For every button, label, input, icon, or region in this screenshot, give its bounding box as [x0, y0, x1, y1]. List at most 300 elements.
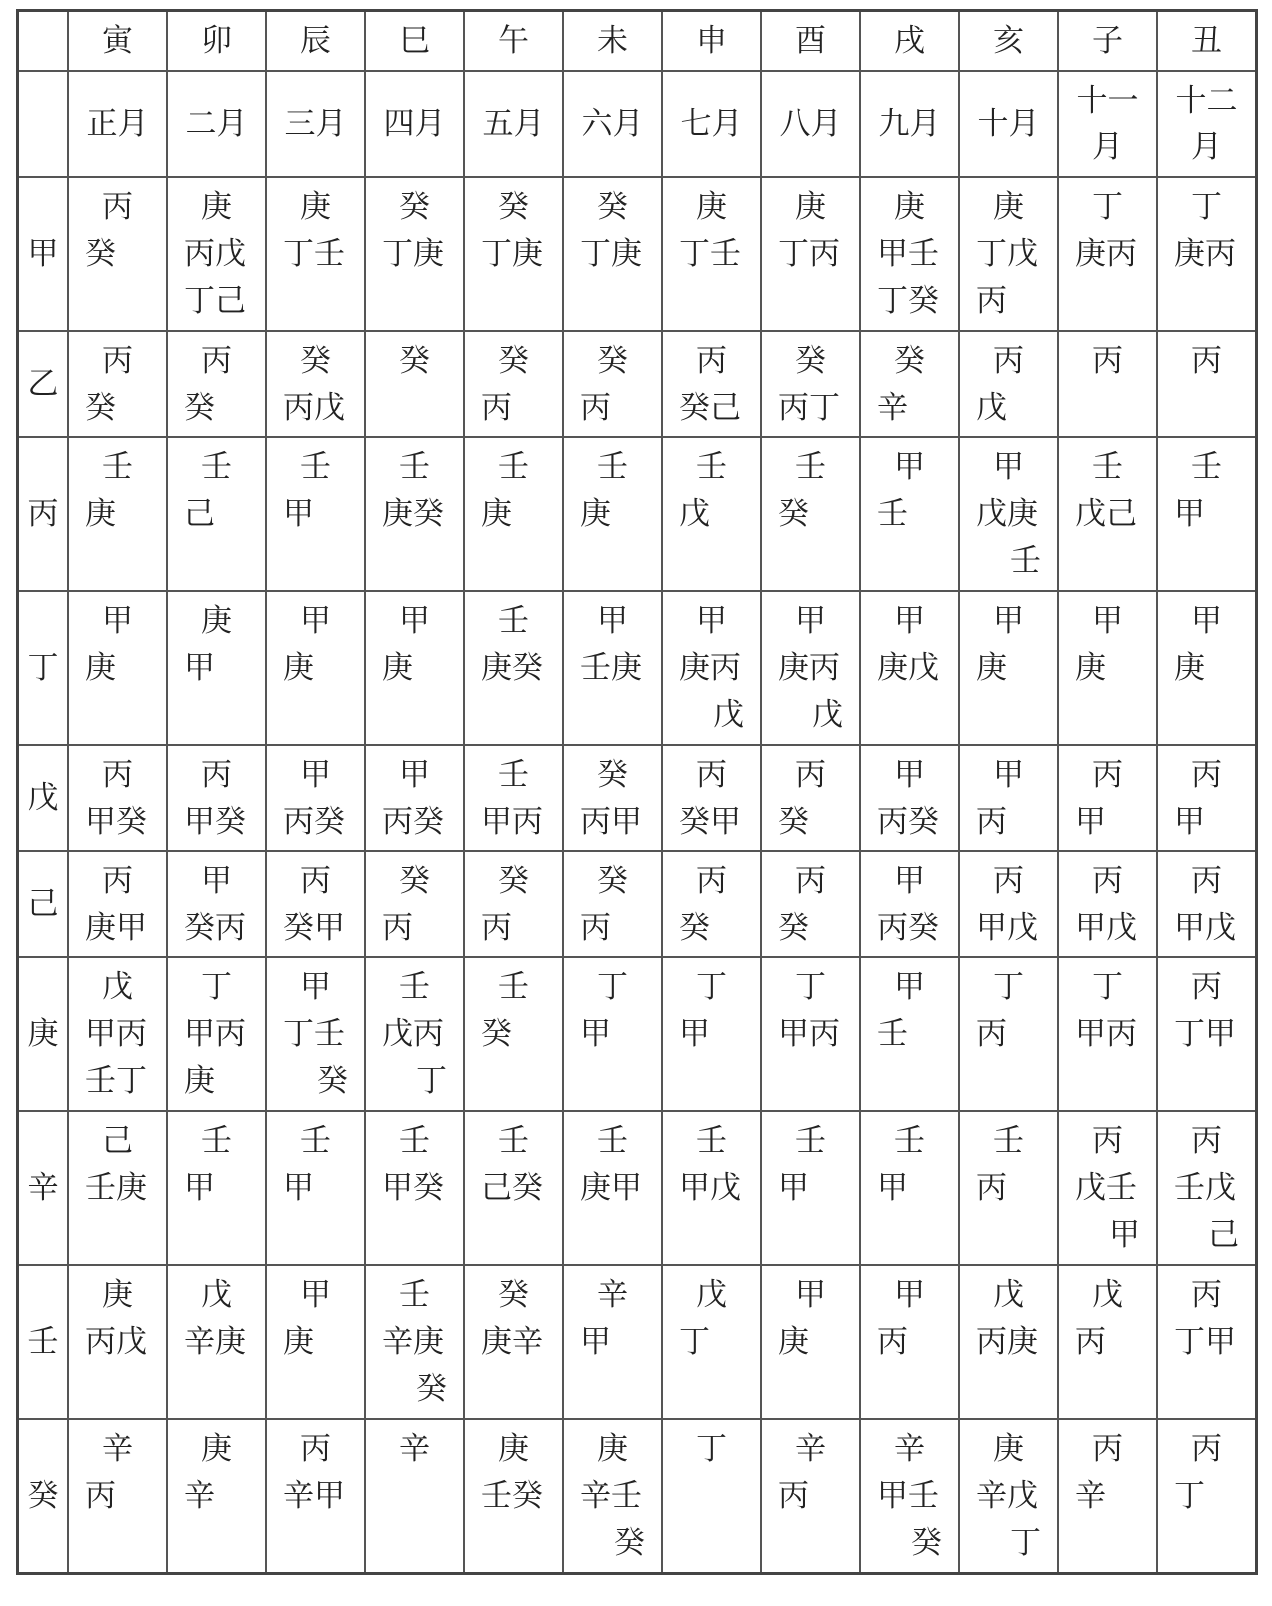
cell-line: 辛 [877, 390, 908, 426]
month-header [959, 71, 1058, 177]
month-label: 十月 [977, 106, 1040, 142]
cell-line: 壬 [498, 449, 529, 485]
month-header [761, 71, 860, 177]
table-cell [266, 745, 365, 851]
table-cell [860, 1265, 959, 1419]
cell-line: 庚 [382, 650, 413, 686]
month-label: 六月 [581, 106, 644, 142]
cell-line: 甲 [993, 449, 1024, 485]
stem-month-table [16, 9, 1258, 1575]
cell-line: 甲 [993, 603, 1024, 639]
cell-line: 庚癸 [481, 650, 543, 686]
month-label: 二月 [185, 106, 248, 142]
cell-line: 甲 [184, 650, 215, 686]
branch-header: 午 [464, 11, 563, 72]
table-cell [761, 331, 860, 437]
cell-line: 甲 [894, 863, 925, 899]
cell-line: 辛 [399, 1431, 430, 1467]
cell-line: 庚 [894, 189, 925, 225]
cell-line: 丙 [993, 863, 1024, 899]
cell-line: 癸 [85, 236, 116, 272]
table-cell [860, 331, 959, 437]
cell-line: 壬 [993, 1123, 1024, 1159]
branch-header: 戌 [860, 11, 959, 72]
cell-line: 庚 [778, 1324, 809, 1360]
table-cell [959, 851, 1058, 957]
cell-line: 丁 [696, 1431, 727, 1467]
table-cell [860, 851, 959, 957]
cell-line: 丙 [877, 1324, 908, 1360]
table-cell [365, 331, 464, 437]
branch-header: 子 [1058, 11, 1157, 72]
cell-line: 庚 [976, 650, 1007, 686]
cell-line: 癸 [911, 1525, 942, 1561]
cell-line: 壬 [399, 1123, 430, 1159]
cell-line: 壬 [201, 449, 232, 485]
cell-line: 辛庚 [184, 1324, 246, 1360]
table-cell [266, 437, 365, 591]
cell-line: 甲 [877, 1170, 908, 1206]
stem-row [18, 177, 1257, 331]
table-cell [365, 851, 464, 957]
cell-line: 庚 [580, 496, 611, 532]
cell-line: 壬 [795, 1123, 826, 1159]
cell-line: 壬 [498, 969, 529, 1005]
cell-line: 甲 [399, 757, 430, 793]
table-cell [464, 591, 563, 745]
table-cell [563, 1419, 662, 1574]
table-cell [1058, 1111, 1157, 1265]
cell-line: 甲癸 [382, 1170, 444, 1206]
cell-line: 丙戊 [184, 236, 246, 272]
table-cell [464, 1419, 563, 1574]
cell-line: 戊 [679, 496, 710, 532]
cell-line: 戊 [102, 969, 133, 1005]
table-cell [68, 177, 167, 331]
cell-line: 甲 [993, 757, 1024, 793]
cell-line: 庚癸 [382, 496, 444, 532]
table-cell [167, 1419, 266, 1574]
table-cell [662, 591, 761, 745]
table-cell [365, 437, 464, 591]
month-header [662, 71, 761, 177]
cell-line: 癸己 [679, 390, 741, 426]
corner-cell [18, 11, 69, 72]
cell-line: 癸 [894, 343, 925, 379]
stem-label: 庚 [18, 957, 69, 1111]
table-cell [68, 1419, 167, 1574]
cell-line: 壬 [1191, 449, 1222, 485]
table-cell [68, 1265, 167, 1419]
table-cell [68, 591, 167, 745]
cell-line: 壬 [399, 449, 430, 485]
branch-header: 亥 [959, 11, 1058, 72]
cell-line: 庚丙 [679, 650, 741, 686]
table-cell [563, 957, 662, 1111]
cell-line: 戊 [812, 697, 843, 733]
cell-line: 庚 [993, 1431, 1024, 1467]
cell-line: 甲 [1174, 804, 1205, 840]
cell-line: 癸 [416, 1371, 447, 1407]
stem-row [18, 745, 1257, 851]
stem-label: 癸 [18, 1419, 69, 1574]
cell-line: 壬 [399, 1277, 430, 1313]
cell-line: 壬庚 [580, 650, 642, 686]
cell-line: 丙 [580, 910, 611, 946]
table-cell [365, 745, 464, 851]
cell-line: 戊 [713, 697, 744, 733]
month-label: 十一月 [1076, 83, 1139, 165]
cell-line: 甲 [778, 1170, 809, 1206]
cell-line: 庚 [993, 189, 1024, 225]
table-cell [662, 1265, 761, 1419]
table-cell [167, 177, 266, 331]
cell-line: 甲壬 [877, 1478, 939, 1514]
table-cell [860, 745, 959, 851]
cell-line: 甲 [1075, 804, 1106, 840]
cell-line: 庚 [300, 189, 331, 225]
cell-line: 壬 [300, 1123, 331, 1159]
cell-line: 庚戊 [877, 650, 939, 686]
cell-line: 辛 [1075, 1478, 1106, 1514]
cell-line: 庚 [85, 496, 116, 532]
table-cell [167, 591, 266, 745]
cell-line: 丙庚 [976, 1324, 1038, 1360]
cell-line: 辛 [795, 1431, 826, 1467]
cell-line: 丙 [976, 1016, 1007, 1052]
table-cell [1157, 591, 1257, 745]
table-cell [563, 745, 662, 851]
cell-line: 丙 [1092, 1431, 1123, 1467]
cell-line: 壬 [498, 757, 529, 793]
cell-line: 戊 [1092, 1277, 1123, 1313]
cell-line: 癸 [498, 189, 529, 225]
cell-line: 壬 [1092, 449, 1123, 485]
cell-line: 癸 [778, 496, 809, 532]
cell-line: 庚 [283, 1324, 314, 1360]
table-cell [662, 177, 761, 331]
cell-line: 甲 [300, 1277, 331, 1313]
month-header [563, 71, 662, 177]
table-cell [959, 437, 1058, 591]
cell-line: 癸 [399, 343, 430, 379]
cell-line: 甲壬 [877, 236, 939, 272]
cell-line: 甲 [795, 1277, 826, 1313]
table-cell [68, 745, 167, 851]
cell-line: 丁壬 [283, 1016, 345, 1052]
cell-line: 甲 [795, 603, 826, 639]
cell-line: 甲 [894, 969, 925, 1005]
table-cell [167, 851, 266, 957]
cell-line: 丙丁 [778, 390, 840, 426]
cell-line: 戊 [976, 390, 1007, 426]
cell-line: 壬庚 [85, 1170, 147, 1206]
table-cell [1157, 331, 1257, 437]
cell-line: 丙 [1092, 863, 1123, 899]
cell-line: 壬 [597, 1123, 628, 1159]
cell-line: 丁 [416, 1063, 447, 1099]
cell-line: 丙 [778, 1478, 809, 1514]
table-cell [365, 1265, 464, 1419]
cell-line: 庚丙 [778, 650, 840, 686]
cell-line: 甲 [1109, 1217, 1140, 1253]
cell-line: 丁 [1174, 1478, 1205, 1514]
table-cell [1157, 437, 1257, 591]
month-label: 三月 [284, 106, 347, 142]
cell-line: 丙 [481, 910, 512, 946]
cell-line: 甲丙 [778, 1016, 840, 1052]
stem-label: 丙 [18, 437, 69, 591]
table-cell [464, 331, 563, 437]
cell-line: 甲 [399, 603, 430, 639]
month-header [365, 71, 464, 177]
cell-line: 癸 [85, 390, 116, 426]
branch-header-row [18, 11, 1257, 72]
cell-line: 癸 [498, 343, 529, 379]
cell-line: 甲 [1191, 603, 1222, 639]
cell-line: 壬戊 [1174, 1170, 1236, 1206]
table-cell [464, 437, 563, 591]
cell-line: 癸 [778, 804, 809, 840]
branch-header: 丑 [1157, 11, 1257, 72]
branch-header: 申 [662, 11, 761, 72]
table-cell [563, 591, 662, 745]
cell-line: 丙 [696, 863, 727, 899]
stem-row [18, 1419, 1257, 1574]
cell-line: 庚甲 [580, 1170, 642, 1206]
cell-line: 戊庚 [976, 496, 1038, 532]
cell-line: 丙 [201, 343, 232, 379]
branch-header: 酉 [761, 11, 860, 72]
cell-line: 丙 [102, 189, 133, 225]
table-cell [761, 437, 860, 591]
table-cell [662, 1111, 761, 1265]
branch-header: 寅 [68, 11, 167, 72]
table-cell [563, 1265, 662, 1419]
month-header [68, 71, 167, 177]
stem-row [18, 1111, 1257, 1265]
table-cell [167, 745, 266, 851]
cell-line: 丁癸 [877, 283, 939, 319]
month-header-row [18, 71, 1257, 177]
cell-line: 甲 [184, 1170, 215, 1206]
cell-line: 庚 [597, 1431, 628, 1467]
cell-line: 癸 [778, 910, 809, 946]
cell-line: 丙癸 [382, 804, 444, 840]
cell-line: 壬丁 [85, 1063, 147, 1099]
cell-line: 丁甲 [1174, 1324, 1236, 1360]
table-cell [761, 957, 860, 1111]
table-cell [365, 1419, 464, 1574]
cell-line: 壬 [877, 496, 908, 532]
table-cell [365, 957, 464, 1111]
cell-line: 壬 [877, 1016, 908, 1052]
cell-line: 庚 [201, 603, 232, 639]
table-cell [167, 331, 266, 437]
month-header [860, 71, 959, 177]
table-cell [1157, 1419, 1257, 1574]
month-label: 正月 [86, 106, 149, 142]
cell-line: 辛戊 [976, 1478, 1038, 1514]
table-cell [662, 957, 761, 1111]
cell-line: 壬 [201, 1123, 232, 1159]
table-cell [266, 1265, 365, 1419]
table-cell [464, 957, 563, 1111]
branch-header: 卯 [167, 11, 266, 72]
cell-line: 己 [1208, 1217, 1239, 1253]
cell-line: 甲 [201, 863, 232, 899]
table-cell [167, 957, 266, 1111]
cell-line: 戊己 [1075, 496, 1137, 532]
cell-line: 丙 [382, 910, 413, 946]
cell-line: 丙 [1191, 757, 1222, 793]
stem-label: 辛 [18, 1111, 69, 1265]
table-cell [1157, 177, 1257, 331]
table-cell [1058, 745, 1157, 851]
table-cell [266, 591, 365, 745]
cell-line: 丙 [1092, 1123, 1123, 1159]
table-cell [464, 177, 563, 331]
cell-line: 甲 [894, 603, 925, 639]
table-cell [1058, 1419, 1157, 1574]
cell-line: 甲丙 [1075, 1016, 1137, 1052]
cell-line: 丙 [1075, 1324, 1106, 1360]
cell-line: 庚甲 [85, 910, 147, 946]
table-cell [662, 1419, 761, 1574]
cell-line: 庚 [696, 189, 727, 225]
table-cell [959, 331, 1058, 437]
cell-line: 甲 [300, 603, 331, 639]
table-cell [662, 745, 761, 851]
month-header [167, 71, 266, 177]
cell-line: 癸甲 [679, 804, 741, 840]
cell-line: 庚 [1075, 650, 1106, 686]
cell-line: 甲 [597, 603, 628, 639]
cell-line: 丙 [696, 343, 727, 379]
cell-line: 丁甲 [1174, 1016, 1236, 1052]
cell-line: 癸 [184, 390, 215, 426]
cell-line: 癸 [795, 343, 826, 379]
table-cell [860, 177, 959, 331]
cell-line: 辛 [102, 1431, 133, 1467]
table-cell [761, 1419, 860, 1574]
table-cell [1157, 957, 1257, 1111]
table-cell [464, 1265, 563, 1419]
cell-line: 己 [184, 496, 215, 532]
cell-line: 甲戊 [1075, 910, 1137, 946]
cell-line: 甲 [894, 757, 925, 793]
cell-line: 丁 [679, 1324, 710, 1360]
stem-label: 戊 [18, 745, 69, 851]
cell-line: 丙 [696, 757, 727, 793]
table-cell [266, 331, 365, 437]
month-header [1058, 71, 1157, 177]
cell-line: 癸 [399, 189, 430, 225]
table-cell [365, 1111, 464, 1265]
cell-line: 癸 [597, 189, 628, 225]
table-cell [761, 177, 860, 331]
cell-line: 丙 [795, 757, 826, 793]
table-cell [365, 177, 464, 331]
branch-header: 巳 [365, 11, 464, 72]
cell-line: 丙 [102, 863, 133, 899]
table-cell [1058, 177, 1157, 331]
cell-line: 辛甲 [283, 1478, 345, 1514]
branch-header: 辰 [266, 11, 365, 72]
table-cell [959, 177, 1058, 331]
table-cell [959, 957, 1058, 1111]
table-cell [1058, 1265, 1157, 1419]
table-cell [1058, 331, 1157, 437]
cell-line: 丙甲 [580, 804, 642, 840]
table-cell [266, 1419, 365, 1574]
cell-line: 丙 [1191, 1123, 1222, 1159]
cell-line: 庚辛 [481, 1324, 543, 1360]
table-cell [1058, 437, 1157, 591]
cell-line: 庚 [85, 650, 116, 686]
cell-line: 辛 [894, 1431, 925, 1467]
table-cell [266, 957, 365, 1111]
cell-line: 甲 [283, 1170, 314, 1206]
cell-line: 庚 [201, 189, 232, 225]
table-cell [1157, 1111, 1257, 1265]
cell-line: 癸 [317, 1063, 348, 1099]
cell-line: 癸丙 [184, 910, 246, 946]
month-header [464, 71, 563, 177]
table-cell [662, 437, 761, 591]
cell-line: 庚 [102, 1277, 133, 1313]
cell-line: 甲 [679, 1016, 710, 1052]
cell-line: 甲丙 [85, 1016, 147, 1052]
cell-line: 丙 [1191, 863, 1222, 899]
table-cell [167, 1265, 266, 1419]
stem-label: 壬 [18, 1265, 69, 1419]
cell-line: 丙 [102, 757, 133, 793]
cell-line: 丙 [1092, 757, 1123, 793]
cell-line: 丁 [993, 969, 1024, 1005]
cell-line: 甲癸 [184, 804, 246, 840]
cell-line: 丙 [300, 863, 331, 899]
cell-line: 丙 [481, 390, 512, 426]
table-cell [563, 331, 662, 437]
cell-line: 甲 [894, 449, 925, 485]
cell-line: 丙 [795, 863, 826, 899]
table-cell [167, 437, 266, 591]
cell-line: 丙 [976, 804, 1007, 840]
cell-line: 丙 [976, 283, 1007, 319]
table-cell [167, 1111, 266, 1265]
cell-line: 丁庚 [481, 236, 543, 272]
cell-line: 甲癸 [85, 804, 147, 840]
cell-line: 辛庚 [382, 1324, 444, 1360]
stem-row [18, 591, 1257, 745]
cell-line: 壬 [498, 603, 529, 639]
cell-line: 癸 [597, 863, 628, 899]
table-cell [1058, 957, 1157, 1111]
stem-row [18, 331, 1257, 437]
table-cell [761, 1111, 860, 1265]
cell-line: 壬 [102, 449, 133, 485]
cell-line: 丙 [580, 390, 611, 426]
table-cell [860, 1111, 959, 1265]
cell-line: 丁壬 [283, 236, 345, 272]
cell-line: 丙 [201, 757, 232, 793]
month-label: 九月 [878, 106, 941, 142]
stem-row [18, 1265, 1257, 1419]
cell-line: 甲戊 [1174, 910, 1236, 946]
cell-line: 壬 [399, 969, 430, 1005]
corner-cell [18, 71, 69, 177]
